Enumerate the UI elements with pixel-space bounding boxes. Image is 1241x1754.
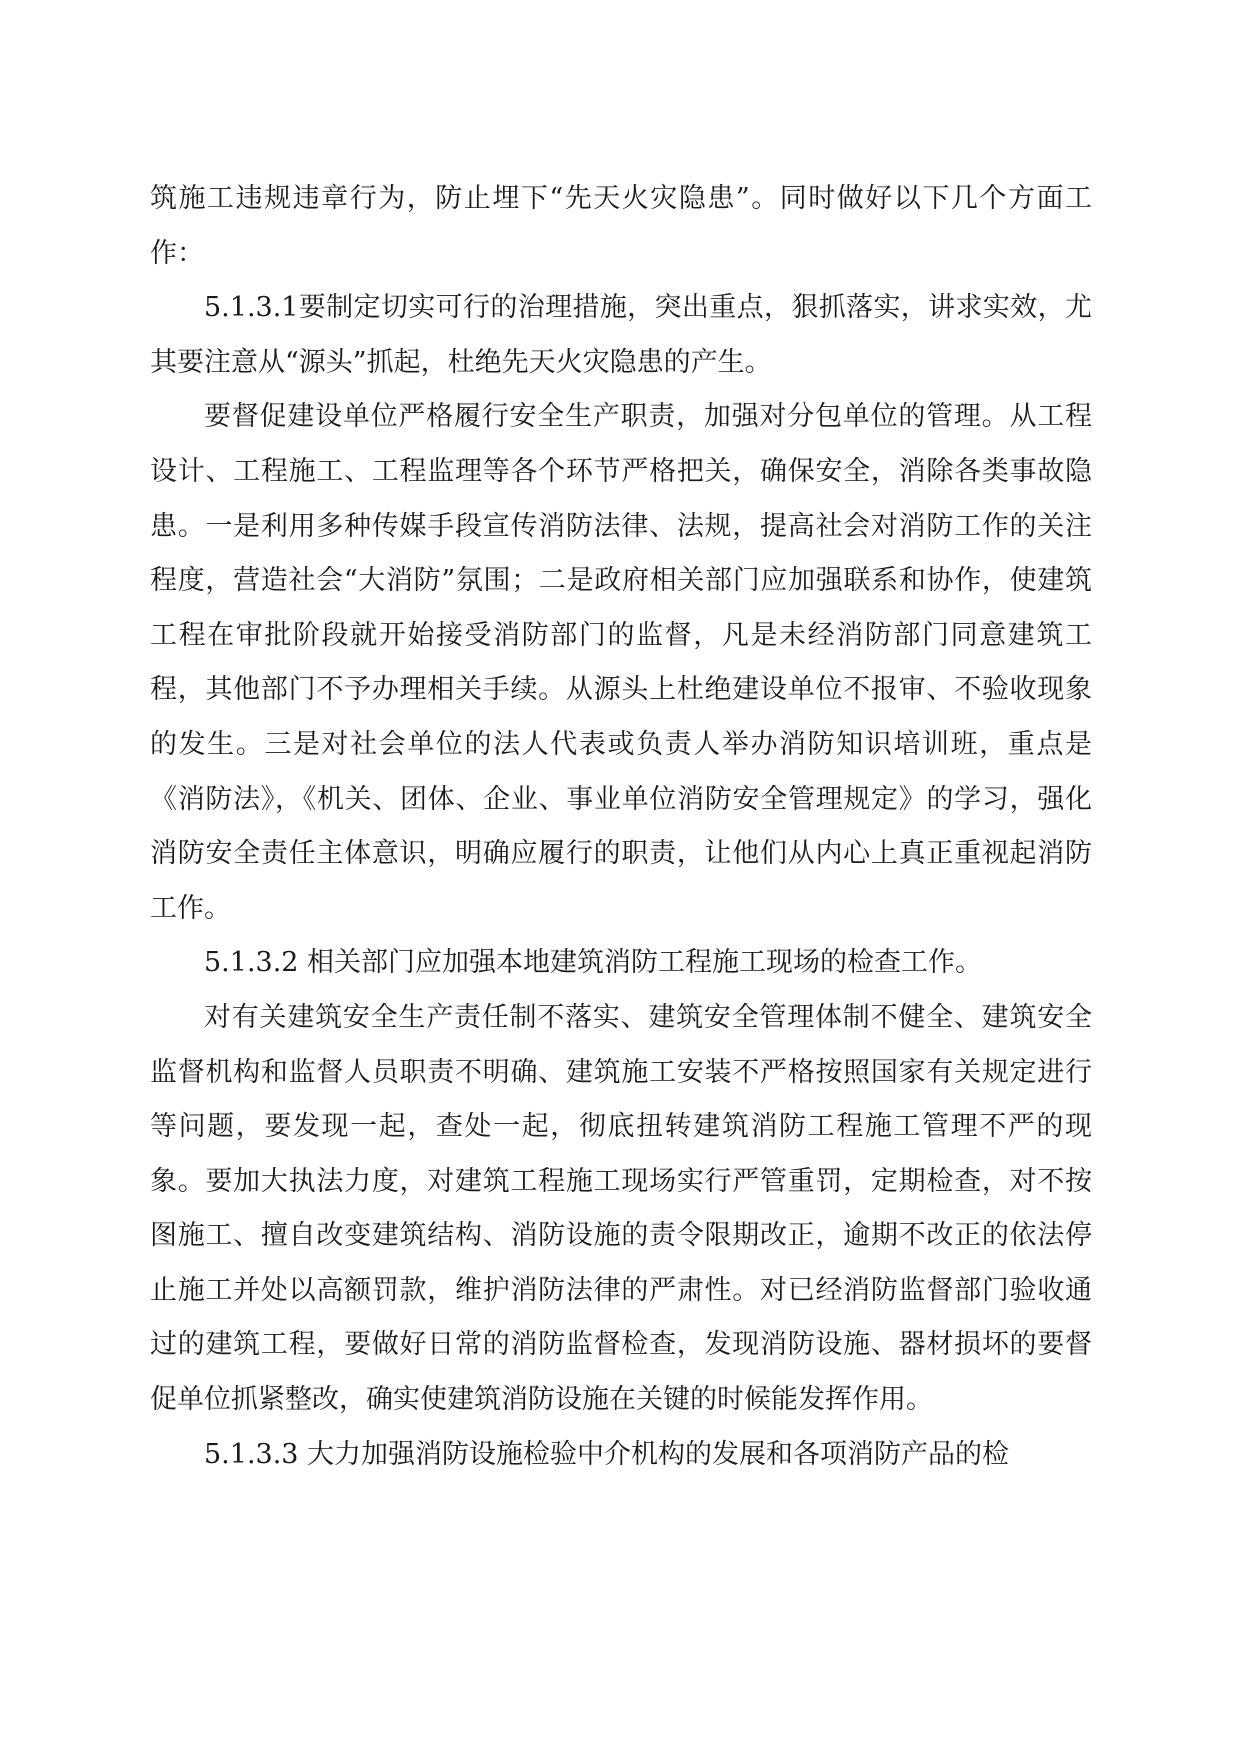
paragraph-continuation: 筑施工违规违章行为，防止埋下“先天火灾隐患”。同时做好以下几个方面工作： [150,183,1092,269]
paragraph-supervise-construction: 要督促建设单位严格履行安全生产职责，加强对分包单位的管理。从工程设计、工程施工、工程监理等各个环节严格把关，确保安全，消除各类事故隐患。一是利用多种传媒手段宣传消防法律、法规，提高社会对消防工作的关注程度，营造社会“大消防”氛围；二是政府相关部门应加强联系和协作，使建筑工程在审批阶段就开始接受消防部门的监督，凡是未经消防部门同意建筑工程，其他部门不予办理相关手续。从源头上杜绝建设单位不报审、不验收现象的发生。三是对社会单位的法人代表或负责人举办消防知识培训班，重点是《消防法》，《机关、团体、企业、事业单位消防安全管理规定》的学习，强化消防安全责任主体意识，明确应履行的职责，让他们从内心上真正重视起消防工作。 [150,401,1092,924]
paragraph-5-1-3-3: 5.1.3.3 大力加强消防设施检验中介机构的发展和各项消防产品的检 [204,1438,1010,1470]
document-body [150,172,1092,1482]
paragraph-inspection: 对有关建筑安全生产责任制不落实、建筑安全管理体制不健全、建筑安全监督机构和监督人员职责不明确、建筑施工安装不严格按照国家有关规定进行等问题，要发现一起，查处一起，彻底扭转建筑消防工程施工管理不严的现象。要加大执法力度，对建筑工程施工现场实行严管重罚，定期检查，对不按图施工、擅自改变建筑结构、消防设施的责令限期改正，逾期不改正的依法停止施工并处以高额罚款，维护消防法律的严肃性。对已经消防监督部门验收通过的建筑工程，要做好日常的消防监督检查，发现消防设施、器材损坏的要督促单位抓紧整改，确实使建筑消防设施在关键的时候能发挥作用。 [150,1001,1092,1416]
paragraph-5-1-3-1: 5.1.3.1要制定切实可行的治理措施，突出重点，狠抓落实，讲求实效，尤其要注意从“源头”抓起，杜绝先天火灾隐患的产生。 [150,292,1092,378]
paragraph-5-1-3-2: 5.1.3.2 相关部门应加强本地建筑消防工程施工现场的检查工作。 [204,947,983,979]
